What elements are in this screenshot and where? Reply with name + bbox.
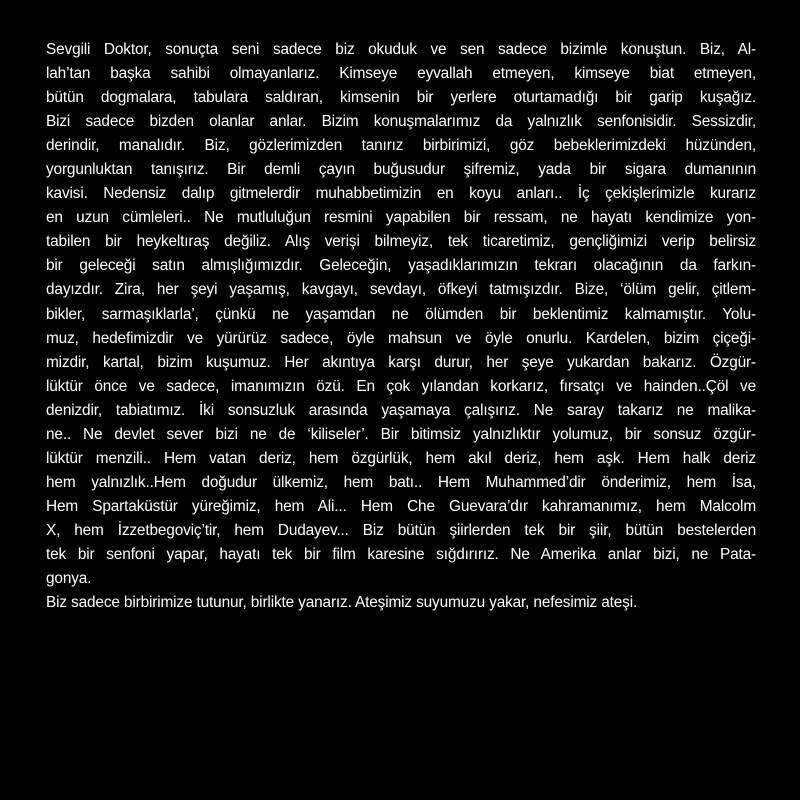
text-line: Bizi sadece bizden olanlar anlar. Bizim konuşmalarımız da yalnızlık senfonisidir. Sessizdir,	[46, 113, 756, 131]
text-line: lah’tan başka sahibi olmayanlarız. Kimseye eyvallah etmeyen, kimseye biat etmeyen,	[46, 65, 756, 83]
text-line: gonya.	[46, 570, 92, 588]
text-line: lüktür menzili.. Hem vatan deriz, hem özgürlük, hem akıl deriz, hem aşk. Hem halk deriz	[46, 449, 756, 467]
paragraph-1	[46, 38, 756, 591]
text-line: tek bir senfoni yapar, hayatı tek bir film karesine sığdırırız. Ne Amerika anlar bizi, ne Pata-	[46, 545, 756, 563]
text-line: Hem Spartaküstür yüreğimiz, hem Ali... Hem Che Guevara’dır kahramanımız, hem Malcolm	[46, 497, 756, 515]
text-line: kavisi. Nedensiz dalıp gitmelerdir muhabbetimizin en koyu anları.. İç çekişlerimizle kurarız	[46, 185, 756, 203]
text-line: bir geleceği satın almışlığımızdır. Geleceğin, yaşadıklarımızın tekrarı olacağının da farkın-	[46, 257, 756, 275]
text-line: derindir, manalıdır. Biz, gözlerimizden tanırız birbirimizi, göz bebeklerimizdeki hüzünden,	[46, 137, 756, 155]
paragraph-2	[46, 591, 756, 615]
text-line: Biz sadece birbirimize tutunur, birlikte yanarız. Ateşimiz suyumuzu yakar, nefesimiz ateşi.	[46, 594, 638, 612]
text-line: X, hem İzzetbegoviç’tir, hem Dudayev... Biz bütün şiirlerden tek bir şiir, bütün bestelerden	[46, 521, 756, 539]
text-block	[46, 38, 756, 615]
text-line: ne.. Ne devlet sever bizi ne de ‘kiliseler’. Bir bitimsiz yalnızlıktır yolumuz, bir sonsuz özgür-	[46, 425, 756, 443]
text-line: bikler, sarmaşıklarla’, çünkü ne yaşamdan ne ölümden bir beklentimiz kalmamıştır. Yolu-	[46, 305, 756, 323]
text-line: mizdir, kartal, bizim kuşumuz. Her akıntıya karşı durur, her şeye yukardan bakarız. Özgür-	[46, 353, 756, 371]
text-line: denizdir, tabiatımız. İki sonsuzluk arasında yaşamaya çalışırız. Ne saray takarız ne malika-	[46, 401, 756, 419]
text-line: dayızdır. Zira, her şeyi yaşamış, kavgayı, sevdayı, öfkeyi tatmışızdır. Bize, ‘ölüm gelir, çitlem-	[46, 281, 756, 299]
text-line: bütün dogmalara, tabulara saldıran, kimsenin bir yerlere oturtamadığı bir garip kuşağız.	[46, 89, 756, 107]
text-line: Sevgili Doktor, sonuçta seni sadece biz okuduk ve sen sadece bizimle konuştun. Biz, Al-	[46, 41, 756, 58]
text-line: en uzun cümleleri.. Ne mutluluğun resmini yapabilen bir ressam, ne hayatı kendimize yon-	[46, 209, 756, 227]
text-line: tabilen bir heykeltıraş değiliz. Alış verişi bilmeyiz, tek ticaretimiz, gençliğimizi verip belirsiz	[46, 233, 756, 251]
text-line: hem yalnızlık..Hem doğudur ülkemiz, hem batı.. Hem Muhammed’dir önderimiz, hem İsa,	[46, 473, 756, 491]
text-line: yorgunluktan tanışırız. Bir demli çayın buğusudur şifremiz, yada bir sigara dumanının	[46, 161, 756, 179]
text-line: muz, hedefimizdir ve yürürüz sadece, öyle mahsun ve öyle onurlu. Kardelen, bizim çiçeği-	[46, 329, 756, 347]
text-line: lüktür önce ve sadece, imanımızın özü. En çok yılandan korkarız, fırsatçı ve hainden..Çöl ve	[46, 377, 756, 395]
